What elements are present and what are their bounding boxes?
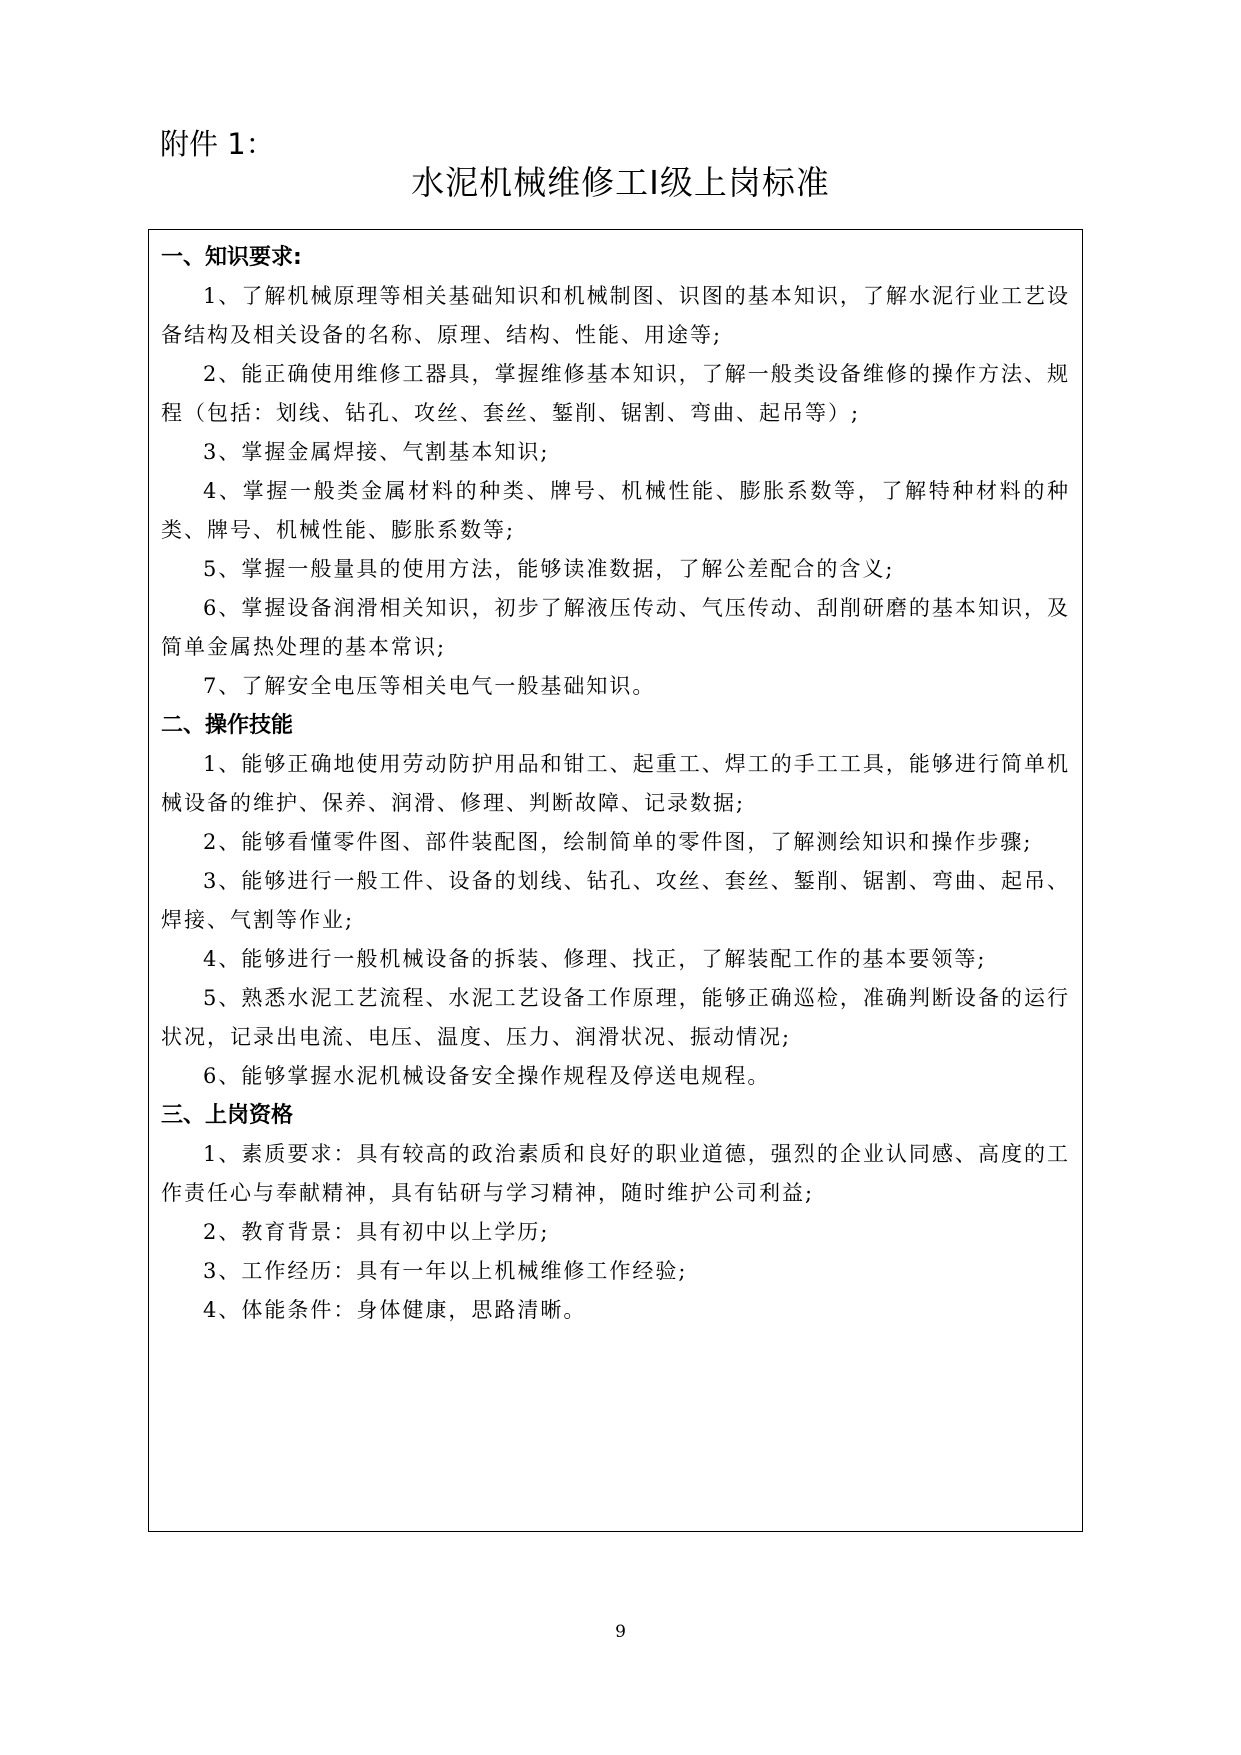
- standard-content-box: [148, 229, 1083, 1532]
- list-item: 6、掌握设备润滑相关知识，初步了解液压传动、气压传动、刮削研磨的基本知识，及简单金属热处理的基本常识;: [161, 596, 1070, 659]
- page-number: 9: [615, 1622, 626, 1642]
- list-item: 4、掌握一般类金属材料的种类、牌号、机械性能、膨胀系数等，了解特种材料的种类、牌号、机械性能、膨胀系数等;: [161, 479, 1070, 542]
- list-item: 3、工作经历：具有一年以上机械维修工作经验;: [203, 1259, 688, 1283]
- list-item: 3、能够进行一般工件、设备的划线、钻孔、攻丝、套丝、錾削、锯割、弯曲、起吊、焊接、气割等作业;: [161, 869, 1070, 932]
- attachment-label: 附件 1：: [160, 127, 275, 161]
- list-item: 2、能够看懂零件图、部件装配图，绘制简单的零件图，了解测绘知识和操作步骤;: [203, 830, 1033, 854]
- document-title: 水泥机械维修工Ⅰ级上岗标准: [411, 163, 830, 202]
- section-heading: 二、操作技能: [161, 713, 294, 738]
- section-heading: 一、知识要求:: [161, 245, 302, 270]
- section-skills: [161, 706, 1070, 1096]
- section-qualifications: [161, 1096, 1070, 1330]
- list-item: 4、体能条件：身体健康，思路清晰。: [203, 1298, 587, 1322]
- list-item: 7、了解安全电压等相关电气一般基础知识。: [203, 674, 656, 698]
- list-item: 1、能够正确地使用劳动防护用品和钳工、起重工、焊工的手工工具，能够进行简单机械设备的维护、保养、润滑、修理、判断故障、记录数据;: [161, 752, 1070, 815]
- list-item: 4、能够进行一般机械设备的拆装、修理、找正，了解装配工作的基本要领等;: [203, 947, 987, 971]
- list-item: 1、了解机械原理等相关基础知识和机械制图、识图的基本知识，了解水泥行业工艺设备结构及相关设备的名称、原理、结构、性能、用途等;: [161, 284, 1070, 347]
- section-heading: 三、上岗资格: [161, 1103, 294, 1128]
- list-item: 5、熟悉水泥工艺流程、水泥工艺设备工作原理，能够正确巡检，准确判断设备的运行状况，记录出电流、电压、温度、压力、润滑状况、振动情况;: [161, 986, 1070, 1049]
- list-item: 2、能正确使用维修工器具，掌握维修基本知识，了解一般类设备维修的操作方法、规程（包括：划线、钻孔、攻丝、套丝、錾削、锯割、弯曲、起吊等）;: [161, 362, 1070, 425]
- list-item: 2、教育背景：具有初中以上学历;: [203, 1220, 550, 1244]
- list-item: 6、能够掌握水泥机械设备安全操作规程及停送电规程。: [203, 1064, 771, 1088]
- list-item: 3、掌握金属焊接、气割基本知识;: [203, 440, 550, 464]
- content-body: [161, 238, 1070, 1330]
- list-item: 5、掌握一般量具的使用方法，能够读准数据，了解公差配合的含义;: [203, 557, 895, 581]
- section-knowledge: [161, 238, 1070, 706]
- list-item: 1、素质要求：具有较高的政治素质和良好的职业道德，强烈的企业认同感、高度的工作责任心与奉献精神，具有钻研与学习精神，随时维护公司利益;: [161, 1142, 1070, 1205]
